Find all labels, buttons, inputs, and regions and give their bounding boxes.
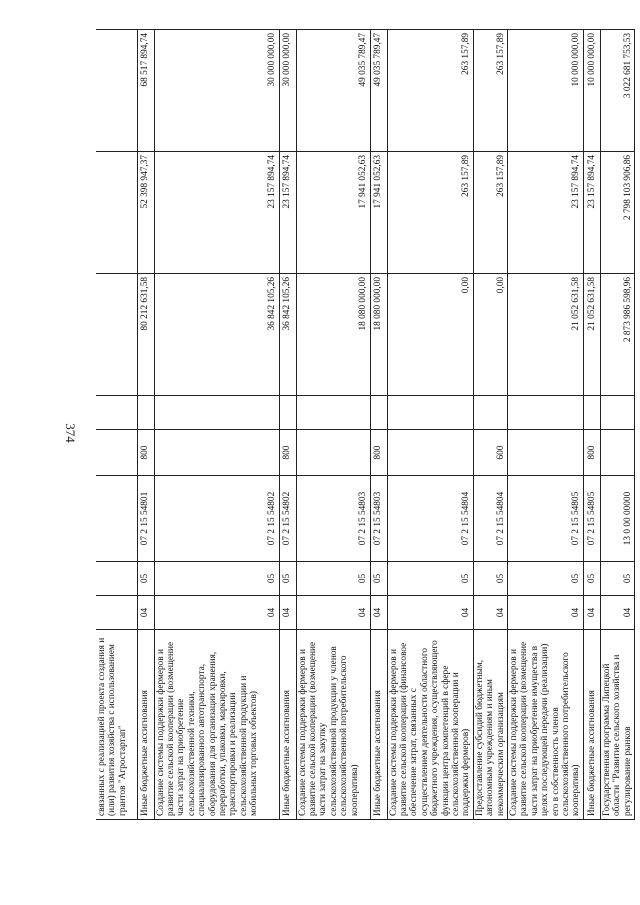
empty-cell: [296, 396, 370, 430]
code-cell: 07 2 15 54803: [370, 476, 387, 562]
code-cell: 600: [473, 430, 507, 476]
table-row: [137, 30, 154, 820]
amount-cell: 80 212 631,58: [137, 274, 154, 396]
amount-cell: 23 157 894,74: [507, 152, 583, 274]
table-row: [296, 30, 370, 820]
row-description: Создание системы поддержки фермеров и развитие сельской кооперации (возмещение части затрат на приобретение сельскохозяйственной техники, специализированного автотранспорта, оборудования для организации хранения, переработки, упаковки, маркировки, транспортировки и реализации сельскохозяйственной продукции и мобильных торговых объектов): [154, 630, 279, 820]
amount-cell: 23 157 894,74: [279, 152, 296, 274]
code-cell: [96, 596, 137, 630]
empty-cell: [473, 396, 507, 430]
row-description: Предоставление субсидий бюджетным, автономным учреждениям и иным некоммерческим организациям: [473, 630, 507, 820]
row-description: Создание системы поддержки фермеров и развитие сельской кооперации (возмещение части затрат на приобретение имущества в целях последующей передачи (реализации) его в собственность членов сельскохозяйственного потребительского кооператива): [507, 630, 583, 820]
row-description: Создание системы поддержки фермеров и развитие сельской кооперации (возмещение части затрат на закупку сельскохозяйственной продукции у членов сельскохозяйственной потребительского кооператива): [296, 630, 370, 820]
amount-cell: 263 157,89: [473, 30, 507, 152]
code-cell: 04: [387, 596, 473, 630]
page-number: 374: [63, 423, 78, 443]
empty-cell: [154, 396, 279, 430]
amount-cell: 68 517 894,74: [137, 30, 154, 152]
code-cell: [600, 430, 634, 476]
amount-cell: 23 157 894,74: [583, 152, 600, 274]
row-description: Государственная программа Липецкой области "Развитие сельского хозяйства и регулирование рынков: [600, 630, 634, 820]
code-cell: [154, 430, 279, 476]
code-cell: 07 2 15 54804: [473, 476, 507, 562]
code-cell: 04: [154, 596, 279, 630]
amount-cell: 36 842 105,26: [279, 274, 296, 396]
table-row: [507, 30, 583, 820]
code-cell: 07 2 15 54805: [583, 476, 600, 562]
code-cell: 05: [370, 562, 387, 596]
row-description: Создание системы поддержки фермеров и развитие сельской кооперации (финансовое обеспечение затрат, связанных с осуществлением деятельности областного бюджетного учреждения, осуществляющего функции центра компетенций в сфере сельскохозяйственной кооперации и поддержки фермеров): [387, 630, 473, 820]
code-cell: 07 2 15 54802: [154, 476, 279, 562]
budget-table: [96, 29, 635, 820]
code-cell: 05: [473, 562, 507, 596]
amount-cell: 49 035 789,47: [296, 30, 370, 152]
empty-cell: [279, 396, 296, 430]
row-description: Иные бюджетные ассигнования: [137, 630, 154, 820]
code-cell: 05: [600, 562, 634, 596]
amount-cell: 0,00: [387, 274, 473, 396]
amount-cell: 2 798 103 906,86: [600, 152, 634, 274]
table-row: [600, 30, 634, 820]
amount-cell: 0,00: [473, 274, 507, 396]
amount-cell: 23 157 894,74: [154, 152, 279, 274]
amount-cell: 263 157,89: [473, 152, 507, 274]
code-cell: [507, 430, 583, 476]
code-cell: 05: [387, 562, 473, 596]
amount-cell: 10 000 000,00: [507, 30, 583, 152]
code-cell: 800: [583, 430, 600, 476]
code-cell: 04: [370, 596, 387, 630]
code-cell: 05: [279, 562, 296, 596]
table-row: [154, 30, 279, 820]
amount-cell: 30 000 000,00: [279, 30, 296, 152]
amount-cell: 49 035 789,47: [370, 30, 387, 152]
amount-cell: 10 000 000,00: [583, 30, 600, 152]
table-row: [370, 30, 387, 820]
amount-cell: 18 080 000,00: [296, 274, 370, 396]
amount-cell: 263 157,89: [387, 152, 473, 274]
table-row: [387, 30, 473, 820]
code-cell: [96, 562, 137, 596]
row-description: Иные бюджетные ассигнования: [279, 630, 296, 820]
empty-cell: [387, 396, 473, 430]
code-cell: 04: [137, 596, 154, 630]
code-cell: 07 2 15 54803: [296, 476, 370, 562]
code-cell: [387, 430, 473, 476]
amount-cell: 17 941 052,63: [296, 152, 370, 274]
code-cell: 05: [154, 562, 279, 596]
code-cell: 05: [507, 562, 583, 596]
table-row: [583, 30, 600, 820]
table-row: [96, 30, 137, 820]
code-cell: 07 2 15 54802: [279, 476, 296, 562]
amount-cell: 3 022 681 753,53: [600, 30, 634, 152]
code-cell: 05: [296, 562, 370, 596]
amount-cell: 52 398 947,37: [137, 152, 154, 274]
code-cell: [296, 430, 370, 476]
row-description: Иные бюджетные ассигнования: [370, 630, 387, 820]
amount-cell: 263 157,89: [387, 30, 473, 152]
amount-cell: 2 873 986 598,96: [600, 274, 634, 396]
code-cell: 07 2 15 54804: [387, 476, 473, 562]
code-cell: 07 2 15 54805: [507, 476, 583, 562]
code-cell: 800: [370, 430, 387, 476]
code-cell: [96, 476, 137, 562]
code-cell: 04: [279, 596, 296, 630]
code-cell: 05: [583, 562, 600, 596]
code-cell: 05: [137, 562, 154, 596]
code-cell: 07 2 15 54801: [137, 476, 154, 562]
empty-cell: [96, 396, 137, 430]
code-cell: 13 0 00 00000: [600, 476, 634, 562]
code-cell: 800: [137, 430, 154, 476]
amount-cell: 17 941 052,63: [370, 152, 387, 274]
amount-cell: [96, 30, 137, 152]
code-cell: 04: [507, 596, 583, 630]
amount-cell: 30 000 000,00: [154, 30, 279, 152]
code-cell: 04: [473, 596, 507, 630]
empty-cell: [583, 396, 600, 430]
code-cell: 04: [296, 596, 370, 630]
empty-cell: [370, 396, 387, 430]
amount-cell: 21 052 631,58: [583, 274, 600, 396]
row-description: связанных с реализацией проекта создания и (или) развития хозяйства с использованием грантов "Агростартап": [96, 630, 137, 820]
amount-cell: 21 052 631,58: [507, 274, 583, 396]
code-cell: 04: [583, 596, 600, 630]
table-row: [473, 30, 507, 820]
code-cell: 04: [600, 596, 634, 630]
row-description: Иные бюджетные ассигнования: [583, 630, 600, 820]
amount-cell: [96, 152, 137, 274]
code-cell: 800: [279, 430, 296, 476]
rotated-page-content: [96, 30, 633, 820]
amount-cell: 18 080 000,00: [370, 274, 387, 396]
table-row: [279, 30, 296, 820]
code-cell: [96, 430, 137, 476]
amount-cell: 36 842 105,26: [154, 274, 279, 396]
empty-cell: [507, 396, 583, 430]
empty-cell: [137, 396, 154, 430]
amount-cell: [96, 274, 137, 396]
empty-cell: [600, 396, 634, 430]
